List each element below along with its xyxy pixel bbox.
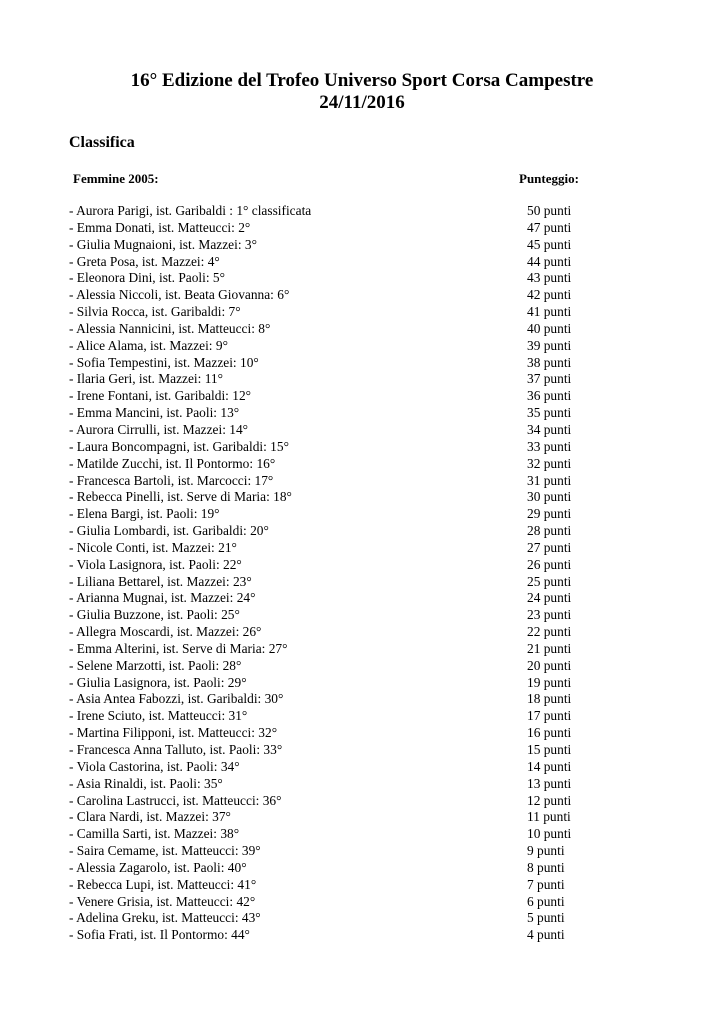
ranking-entry: - Asia Antea Fabozzi, ist. Garibaldi: 30°	[69, 691, 284, 707]
ranking-entry: - Rebecca Lupi, ist. Matteucci: 41°	[69, 876, 257, 892]
ranking-entry: - Emma Alterini, ist. Serve di Maria: 27°	[69, 640, 288, 656]
ranking-entry: - Giulia Buzzone, ist. Paoli: 25°	[69, 607, 240, 623]
ranking-entry: - Irene Fontani, ist. Garibaldi: 12°	[69, 388, 251, 404]
ranking-points: 24 punti	[527, 590, 572, 606]
ranking-row	[0, 422, 724, 439]
ranking-row	[0, 590, 724, 607]
ranking-entry: - Elena Bargi, ist. Paoli: 19°	[69, 506, 220, 522]
ranking-entry: - Alessia Niccoli, ist. Beata Giovanna: 6°	[69, 287, 290, 303]
ranking-entry: - Alessia Zagarolo, ist. Paoli: 40°	[69, 859, 247, 875]
ranking-row	[0, 826, 724, 843]
ranking-entry: - Viola Castorina, ist. Paoli: 34°	[69, 758, 240, 774]
ranking-row	[0, 742, 724, 759]
ranking-row	[0, 708, 724, 725]
ranking-points: 26 punti	[527, 556, 572, 572]
ranking-points: 35 punti	[527, 405, 572, 421]
ranking-row	[0, 388, 724, 405]
ranking-entry: - Ilaria Geri, ist. Mazzei: 11°	[69, 371, 223, 387]
ranking-entry: - Francesca Anna Talluto, ist. Paoli: 33°	[69, 742, 283, 757]
ranking-entry: - Allegra Moscardi, ist. Mazzei: 26°	[69, 624, 262, 640]
ranking-points: 32 punti	[527, 455, 572, 471]
category-label: Femmine 2005:	[73, 171, 159, 186]
ranking-row	[0, 540, 724, 557]
ranking-points: 10 punti	[527, 826, 572, 842]
ranking-points: 50 punti	[527, 203, 572, 218]
ranking-points: 16 punti	[527, 725, 572, 741]
ranking-row	[0, 456, 724, 473]
ranking-entry: - Aurora Cirrulli, ist. Mazzei: 14°	[69, 421, 249, 437]
ranking-entry: - Laura Boncompagni, ist. Garibaldi: 15°	[69, 438, 289, 454]
ranking-entry: - Silvia Rocca, ist. Garibaldi: 7°	[69, 304, 241, 320]
ranking-points: 44 punti	[527, 253, 572, 269]
ranking-points: 21 punti	[527, 640, 572, 656]
ranking-row	[0, 304, 724, 321]
ranking-row	[0, 473, 724, 490]
ranking-points: 4 punti	[527, 927, 565, 943]
ranking-points: 11 punti	[527, 809, 571, 825]
ranking-entry: - Carolina Lastrucci, ist. Matteucci: 36°	[69, 792, 282, 808]
ranking-row	[0, 607, 724, 624]
ranking-entry: - Emma Mancini, ist. Paoli: 13°	[69, 405, 240, 421]
ranking-entry: - Nicole Conti, ist. Mazzei: 21°	[69, 539, 237, 555]
ranking-row	[0, 405, 724, 422]
ranking-row	[0, 658, 724, 675]
document-date: 24/11/2016	[319, 92, 405, 113]
ranking-row	[0, 506, 724, 523]
ranking-points: 5 punti	[527, 910, 565, 926]
ranking-row	[0, 894, 724, 911]
ranking-entry: - Alice Alama, ist. Mazzei: 9°	[69, 337, 228, 353]
ranking-entry: - Irene Sciuto, ist. Matteucci: 31°	[69, 708, 248, 724]
ranking-entry: - Greta Posa, ist. Mazzei: 4°	[69, 253, 220, 269]
ranking-entry: - Asia Rinaldi, ist. Paoli: 35°	[69, 775, 223, 791]
ranking-row	[0, 691, 724, 708]
ranking-row	[0, 809, 724, 826]
ranking-row	[0, 910, 724, 927]
ranking-points: 43 punti	[527, 270, 572, 286]
ranking-points: 20 punti	[527, 657, 572, 673]
ranking-points: 7 punti	[527, 876, 565, 892]
ranking-entry: - Viola Lasignora, ist. Paoli: 22°	[69, 556, 242, 572]
ranking-row	[0, 338, 724, 355]
ranking-points: 40 punti	[527, 320, 572, 336]
ranking-row	[0, 489, 724, 506]
ranking-points: 38 punti	[527, 354, 572, 370]
ranking-row	[0, 641, 724, 658]
ranking-points: 25 punti	[527, 573, 572, 589]
ranking-entry: - Aurora Parigi, ist. Garibaldi : 1° classificata	[69, 203, 312, 218]
ranking-points: 31 punti	[527, 472, 572, 488]
ranking-points: 45 punti	[527, 236, 572, 252]
ranking-entry: - Sofia Tempestini, ist. Mazzei: 10°	[69, 354, 259, 370]
ranking-entry: - Francesca Bartoli, ist. Marcocci: 17°	[69, 472, 274, 488]
ranking-entry: - Giulia Mugnaioni, ist. Mazzei: 3°	[69, 236, 257, 252]
ranking-row	[0, 776, 724, 793]
ranking-entry: - Eleonora Dini, ist. Paoli: 5°	[69, 270, 225, 286]
ranking-points: 28 punti	[527, 523, 572, 539]
ranking-row	[0, 624, 724, 641]
section-title: Classifica	[69, 134, 135, 151]
ranking-points: 37 punti	[527, 371, 572, 387]
ranking-row	[0, 270, 724, 287]
ranking-entry: - Selene Marzotti, ist. Paoli: 28°	[69, 657, 242, 673]
ranking-points: 23 punti	[527, 607, 572, 623]
ranking-entry: - Matilde Zucchi, ist. Il Pontormo: 16°	[69, 455, 276, 471]
score-column-header: Punteggio:	[519, 171, 579, 186]
ranking-row	[0, 220, 724, 237]
ranking-row	[0, 371, 724, 388]
ranking-row	[0, 287, 724, 304]
ranking-row	[0, 203, 724, 220]
ranking-entry: - Clara Nardi, ist. Mazzei: 37°	[69, 809, 231, 825]
ranking-points: 30 punti	[527, 489, 572, 505]
ranking-points: 33 punti	[527, 438, 572, 454]
ranking-row	[0, 725, 724, 742]
ranking-list	[0, 203, 724, 944]
ranking-points: 22 punti	[527, 624, 572, 640]
ranking-points: 39 punti	[527, 337, 572, 353]
ranking-points: 29 punti	[527, 506, 572, 522]
ranking-entry: - Adelina Greku, ist. Matteucci: 43°	[69, 910, 261, 926]
ranking-points: 41 punti	[527, 304, 572, 320]
ranking-entry: - Rebecca Pinelli, ist. Serve di Maria: 18°	[69, 489, 292, 505]
ranking-row	[0, 843, 724, 860]
ranking-points: 36 punti	[527, 388, 572, 404]
ranking-entry: - Giulia Lasignora, ist. Paoli: 29°	[69, 674, 247, 690]
ranking-points: 42 punti	[527, 287, 572, 303]
ranking-points: 18 punti	[527, 691, 572, 707]
document-title: 16° Edizione del Trofeo Universo Sport Corsa Campestre	[130, 70, 594, 91]
ranking-points: 47 punti	[527, 219, 572, 235]
ranking-points: 12 punti	[527, 792, 572, 808]
ranking-entry: - Liliana Bettarel, ist. Mazzei: 23°	[69, 573, 252, 589]
ranking-row	[0, 759, 724, 776]
ranking-entry: - Sofia Frati, ist. Il Pontormo: 44°	[69, 927, 250, 943]
ranking-points: 15 punti	[527, 742, 572, 757]
ranking-row	[0, 793, 724, 810]
ranking-row	[0, 877, 724, 894]
ranking-points: 6 punti	[527, 893, 565, 909]
ranking-entry: - Saira Cemame, ist. Matteucci: 39°	[69, 843, 261, 859]
ranking-entry: - Camilla Sarti, ist. Mazzei: 38°	[69, 826, 240, 842]
ranking-entry: - Alessia Nannicini, ist. Matteucci: 8°	[69, 320, 271, 336]
ranking-points: 9 punti	[527, 843, 565, 859]
ranking-row	[0, 523, 724, 540]
ranking-points: 13 punti	[527, 775, 572, 791]
ranking-row	[0, 860, 724, 877]
ranking-row	[0, 254, 724, 271]
ranking-entry: - Giulia Lombardi, ist. Garibaldi: 20°	[69, 523, 269, 539]
ranking-points: 27 punti	[527, 539, 572, 555]
ranking-points: 8 punti	[527, 859, 565, 875]
ranking-points: 17 punti	[527, 708, 572, 724]
ranking-points: 34 punti	[527, 421, 572, 437]
ranking-entry: - Emma Donati, ist. Matteucci: 2°	[69, 219, 251, 235]
ranking-row	[0, 927, 724, 944]
ranking-row	[0, 439, 724, 456]
ranking-row	[0, 574, 724, 591]
ranking-points: 14 punti	[527, 758, 572, 774]
ranking-entry: - Venere Grisia, ist. Matteucci: 42°	[69, 893, 256, 909]
ranking-row	[0, 355, 724, 372]
ranking-points: 19 punti	[527, 674, 572, 690]
ranking-row	[0, 237, 724, 254]
ranking-entry: - Arianna Mugnai, ist. Mazzei: 24°	[69, 590, 256, 606]
ranking-row	[0, 321, 724, 338]
ranking-row	[0, 557, 724, 574]
ranking-row	[0, 675, 724, 692]
ranking-entry: - Martina Filipponi, ist. Matteucci: 32°	[69, 725, 278, 741]
